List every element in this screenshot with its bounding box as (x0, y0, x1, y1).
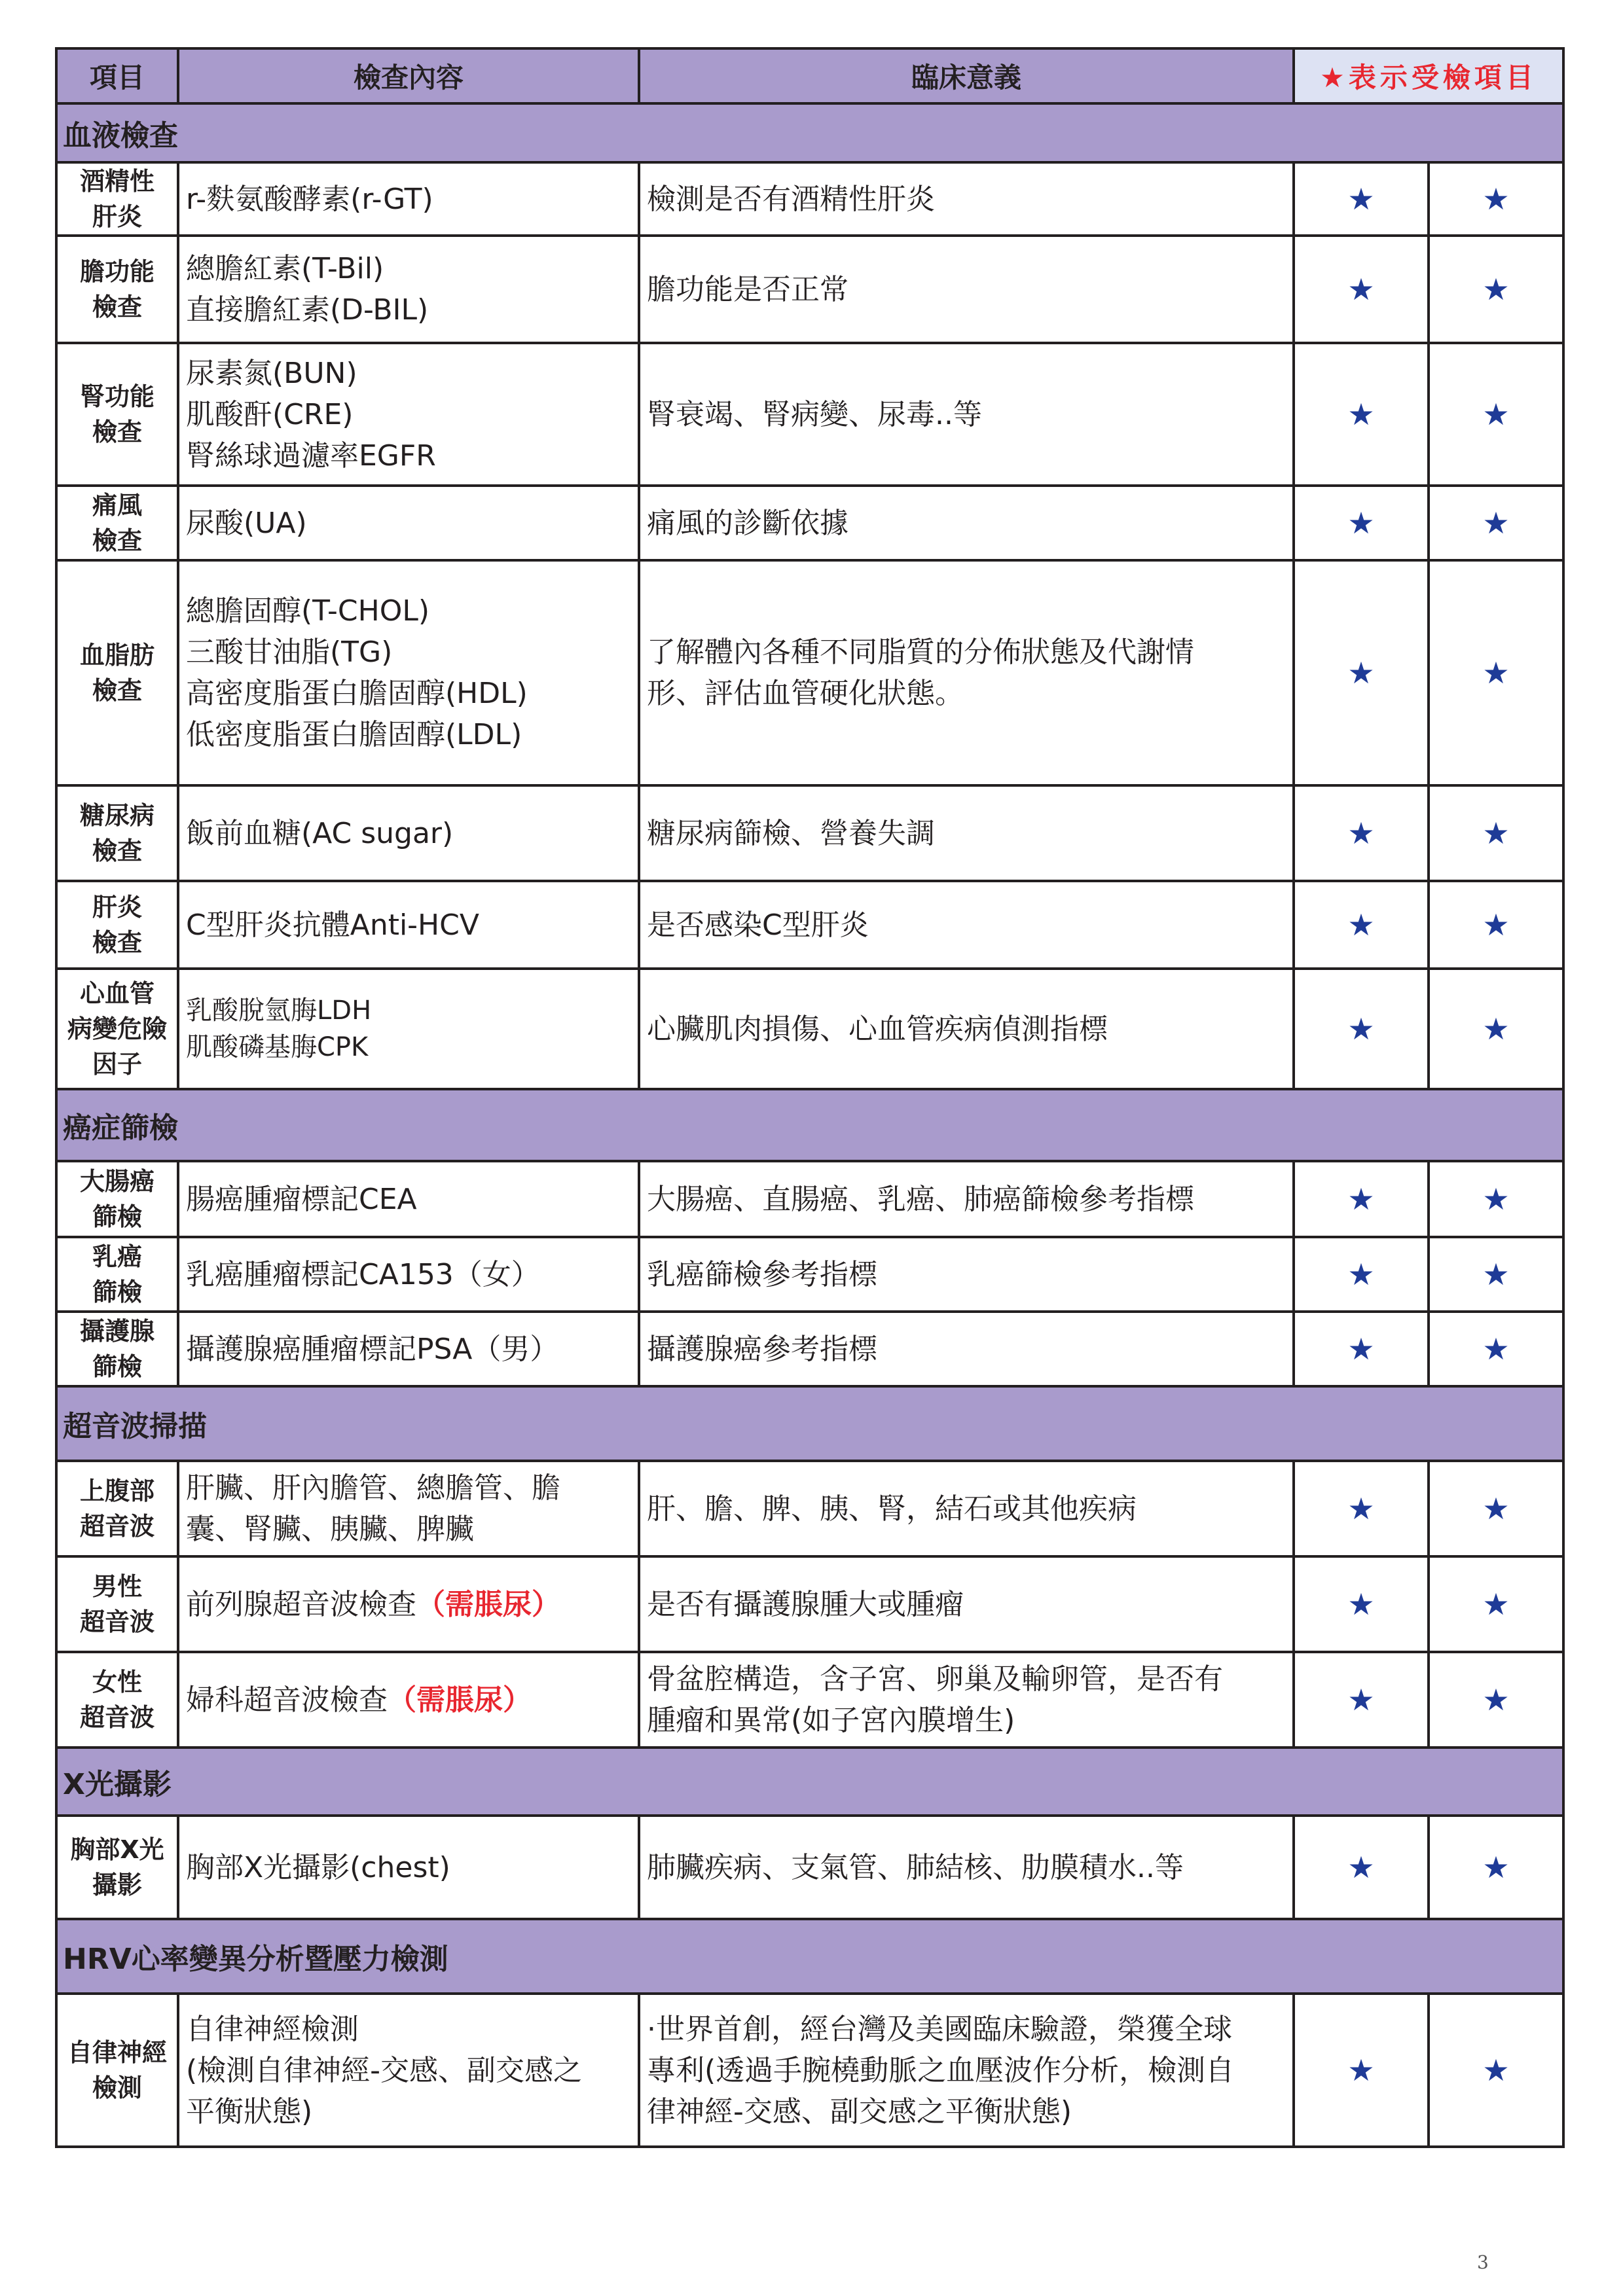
row-content (178, 162, 639, 236)
table-row (56, 486, 1563, 560)
star-icon: ★ (1429, 1161, 1563, 1237)
row-item: 糖尿病 檢查 (56, 785, 178, 881)
table-row (56, 560, 1563, 785)
legend-cell (1294, 48, 1563, 103)
row-item: 上腹部 超音波 (56, 1461, 178, 1556)
row-item: 血脂肪 檢查 (56, 560, 178, 785)
table-row (56, 1556, 1563, 1652)
row-item: 乳癌 篩檢 (56, 1237, 178, 1312)
row-content (178, 1461, 639, 1556)
table-row (56, 1312, 1563, 1386)
row-content (178, 881, 639, 969)
row-content (178, 560, 639, 785)
content-text: 自律神經檢測 (檢測自律神經-交感、副交感之 平衡狀態) (186, 2012, 583, 2128)
section-title: HRV心率變異分析暨壓力檢測 (56, 1919, 1563, 1994)
row-item: 大腸癌 篩檢 (56, 1161, 178, 1237)
row-meaning: 大腸癌、直腸癌、乳癌、肺癌篩檢參考指標 (639, 1161, 1294, 1237)
star-icon: ★ (1294, 236, 1429, 343)
row-meaning: 是否有攝護腺腫大或腫瘤 (639, 1556, 1294, 1652)
star-icon: ★ (1294, 343, 1429, 486)
table-row (56, 1237, 1563, 1312)
row-content (178, 1556, 639, 1652)
section-title: X光攝影 (56, 1748, 1563, 1816)
row-meaning: 腎衰竭、腎病變、尿毒..等 (639, 343, 1294, 486)
section-row (56, 1386, 1563, 1461)
star-icon: ★ (1294, 785, 1429, 881)
content-text: 尿素氮(BUN) 肌酸酐(CRE) 腎絲球過濾率EGFR (186, 356, 436, 473)
star-icon: ★ (1429, 785, 1563, 881)
row-item: 肝炎 檢查 (56, 881, 178, 969)
content-text: r-麩氨酸酵素(r-GT) (186, 182, 433, 216)
row-meaning: 糖尿病篩檢、營養失調 (639, 785, 1294, 881)
row-content (178, 969, 639, 1089)
row-content (178, 1161, 639, 1237)
table-row (56, 1816, 1563, 1919)
row-item: 女性 超音波 (56, 1652, 178, 1748)
star-icon: ★ (1294, 1312, 1429, 1386)
content-text: 飯前血糖(AC sugar) (186, 816, 454, 850)
content-text: 攝護腺癌腫瘤標記PSA（男） (186, 1332, 559, 1366)
content-text: 總膽固醇(T-CHOL) 三酸甘油脂(TG) 高密度脂蛋白膽固醇(HDL) 低密度脂蛋白膽固醇(LDL) (186, 594, 528, 751)
checkup-table (55, 47, 1565, 2148)
star-icon: ★ (1294, 486, 1429, 560)
star-icon: ★ (1294, 1461, 1429, 1556)
star-icon: ★ (1294, 1556, 1429, 1652)
row-meaning: 是否感染C型肝炎 (639, 881, 1294, 969)
star-icon: ★ (1294, 162, 1429, 236)
table-row (56, 1994, 1563, 2147)
row-meaning: 攝護腺癌參考指標 (639, 1312, 1294, 1386)
content-text: 婦科超音波檢查 (186, 1683, 388, 1717)
section-title: 癌症篩檢 (56, 1089, 1563, 1161)
table-row (56, 1652, 1563, 1748)
section-row (56, 1748, 1563, 1816)
header-item: 項目 (56, 48, 178, 103)
row-meaning: 檢測是否有酒精性肝炎 (639, 162, 1294, 236)
star-icon: ★ (1294, 1237, 1429, 1312)
row-content (178, 1652, 639, 1748)
star-icon: ★ (1429, 1816, 1563, 1919)
row-meaning: 肝、膽、脾、胰、腎，結石或其他疾病 (639, 1461, 1294, 1556)
star-icon: ★ (1294, 1652, 1429, 1748)
row-content (178, 1312, 639, 1386)
row-item: 攝護腺 篩檢 (56, 1312, 178, 1386)
content-text: 尿酸(UA) (186, 506, 307, 540)
content-text: 肝臟、肝內膽管、總膽管、膽 囊、腎臟、胰臟、脾臟 (186, 1471, 560, 1546)
row-meaning: 了解體內各種不同脂質的分佈狀態及代謝情 形、評估血管硬化狀態。 (639, 560, 1294, 785)
row-content (178, 486, 639, 560)
star-icon: ★ (1320, 62, 1349, 94)
table-body (56, 103, 1563, 2147)
section-title: 超音波掃描 (56, 1386, 1563, 1461)
content-text: 乳酸脫氫脢LDH 肌酸磷基脢CPK (186, 996, 372, 1062)
row-content (178, 1237, 639, 1312)
star-icon: ★ (1429, 1994, 1563, 2147)
row-item: 酒精性 肝炎 (56, 162, 178, 236)
table-row (56, 969, 1563, 1089)
star-icon: ★ (1429, 1461, 1563, 1556)
legend-text: 表示受檢項目 (1348, 62, 1537, 94)
table-row (56, 236, 1563, 343)
table-row (56, 343, 1563, 486)
row-item: 自律神經 檢測 (56, 1994, 178, 2147)
row-meaning: 肺臟疾病、支氣管、肺結核、肋膜積水..等 (639, 1816, 1294, 1919)
star-icon: ★ (1429, 560, 1563, 785)
star-icon: ★ (1429, 1556, 1563, 1652)
star-icon: ★ (1294, 1816, 1429, 1919)
row-item: 膽功能 檢查 (56, 236, 178, 343)
content-text: C型肝炎抗體Anti-HCV (186, 908, 479, 942)
star-icon: ★ (1294, 881, 1429, 969)
star-icon: ★ (1294, 560, 1429, 785)
header-row (56, 48, 1563, 103)
section-title: 血液檢查 (56, 103, 1563, 162)
row-content (178, 236, 639, 343)
star-icon: ★ (1429, 236, 1563, 343)
content-text: 乳癌腫瘤標記CA153（女） (186, 1257, 540, 1291)
section-row (56, 1919, 1563, 1994)
page-number: 3 (1477, 2251, 1489, 2273)
content-text: 胸部X光攝影(chest) (186, 1850, 450, 1884)
table-row (56, 785, 1563, 881)
row-content (178, 343, 639, 486)
row-meaning: 骨盆腔構造，含子宮、卵巢及輸卵管，是否有 腫瘤和異常(如子宮內膜增生) (639, 1652, 1294, 1748)
row-content (178, 1816, 639, 1919)
row-meaning: 膽功能是否正常 (639, 236, 1294, 343)
row-item: 腎功能 檢查 (56, 343, 178, 486)
star-icon: ★ (1294, 969, 1429, 1089)
table-row (56, 881, 1563, 969)
row-item: 胸部X光 攝影 (56, 1816, 178, 1919)
content-text: 腸癌腫瘤標記CEA (186, 1182, 417, 1216)
star-icon: ★ (1429, 1237, 1563, 1312)
section-row (56, 103, 1563, 162)
star-icon: ★ (1429, 343, 1563, 486)
star-icon: ★ (1429, 881, 1563, 969)
table-row (56, 1161, 1563, 1237)
content-text: 前列腺超音波檢查 (186, 1587, 416, 1621)
row-meaning: 心臟肌肉損傷、心血管疾病偵測指標 (639, 969, 1294, 1089)
section-row (56, 1089, 1563, 1161)
table-row (56, 162, 1563, 236)
row-item: 心血管 病變危險 因子 (56, 969, 178, 1089)
star-icon: ★ (1429, 1312, 1563, 1386)
row-meaning: ·世界首創，經台灣及美國臨床驗證，榮獲全球 專利(透過手腕橈動脈之血壓波作分析，檢測自 律神經-交感、副交感之平衡狀態) (639, 1994, 1294, 2147)
content-note: （需脹尿） (416, 1587, 560, 1621)
row-item: 男性 超音波 (56, 1556, 178, 1652)
header-content: 檢查內容 (178, 48, 639, 103)
row-content (178, 785, 639, 881)
header-meaning: 臨床意義 (639, 48, 1294, 103)
row-content (178, 1994, 639, 2147)
star-icon: ★ (1429, 486, 1563, 560)
content-text: 總膽紅素(T-Bil) 直接膽紅素(D-BIL) (186, 252, 429, 327)
star-icon: ★ (1429, 969, 1563, 1089)
star-icon: ★ (1294, 1994, 1429, 2147)
row-meaning: 痛風的診斷依據 (639, 486, 1294, 560)
row-meaning: 乳癌篩檢參考指標 (639, 1237, 1294, 1312)
content-note: （需脹尿） (388, 1683, 532, 1717)
star-icon: ★ (1294, 1161, 1429, 1237)
star-icon: ★ (1429, 1652, 1563, 1748)
star-icon: ★ (1429, 162, 1563, 236)
table-row (56, 1461, 1563, 1556)
row-item: 痛風 檢查 (56, 486, 178, 560)
